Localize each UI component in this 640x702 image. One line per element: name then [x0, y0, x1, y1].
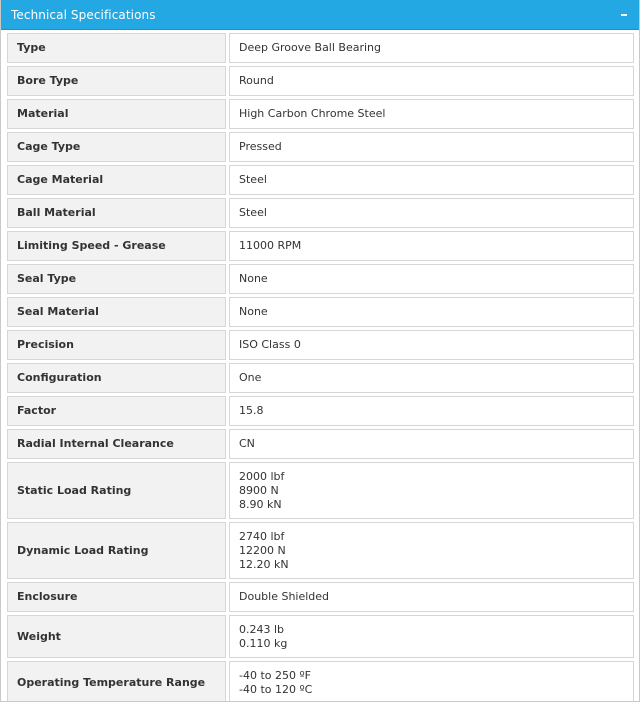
spec-label: Type — [7, 33, 226, 63]
spec-value-cell — [229, 582, 634, 612]
spec-value: High Carbon Chrome Steel — [239, 107, 386, 120]
spec-value: Double Shielded — [239, 590, 330, 603]
spec-label: Operating Temperature Range — [7, 661, 226, 702]
spec-label: Bore Type — [7, 66, 226, 96]
spec-value: Steel — [239, 173, 267, 186]
spec-value: 12200 N — [239, 543, 286, 557]
spec-value-cell — [229, 330, 634, 360]
spec-value-cell — [229, 165, 634, 195]
spec-row — [7, 462, 634, 519]
spec-value-cell — [229, 33, 634, 63]
panel-title: Technical Specifications — [11, 7, 156, 22]
spec-value-cell — [229, 615, 634, 658]
spec-value: 0.110 kg — [239, 636, 288, 650]
spec-row — [7, 615, 634, 658]
spec-value: None — [239, 272, 268, 285]
spec-value-cell — [229, 661, 634, 702]
spec-row — [7, 297, 634, 327]
spec-row — [7, 661, 634, 702]
spec-row — [7, 582, 634, 612]
spec-label: Limiting Speed - Grease — [7, 231, 226, 261]
spec-label: Enclosure — [7, 582, 226, 612]
spec-value-cell — [229, 231, 634, 261]
spec-label: Seal Type — [7, 264, 226, 294]
spec-value: None — [239, 305, 268, 318]
spec-label: Static Load Rating — [7, 462, 226, 519]
spec-value: -40 to 250 ºF — [239, 668, 312, 682]
spec-row — [7, 522, 634, 579]
spec-label: Seal Material — [7, 297, 226, 327]
spec-value: 8900 N — [239, 483, 279, 497]
spec-value: Steel — [239, 206, 267, 219]
spec-value: 2740 lbf — [239, 529, 285, 543]
spec-row — [7, 429, 634, 459]
spec-value: 12.20 kN — [239, 557, 289, 571]
spec-label: Dynamic Load Rating — [7, 522, 226, 579]
spec-label: Ball Material — [7, 198, 226, 228]
spec-value: 2000 lbf — [239, 469, 285, 483]
spec-value: CN — [239, 437, 255, 450]
spec-value: ISO Class 0 — [239, 338, 301, 351]
spec-label: Weight — [7, 615, 226, 658]
spec-row — [7, 132, 634, 162]
spec-value: Pressed — [239, 140, 282, 153]
spec-value-cell — [229, 99, 634, 129]
spec-label: Cage Material — [7, 165, 226, 195]
spec-row — [7, 363, 634, 393]
spec-row — [7, 99, 634, 129]
spec-label: Factor — [7, 396, 226, 426]
spec-value-cell — [229, 522, 634, 579]
spec-label: Radial Internal Clearance — [7, 429, 226, 459]
spec-row — [7, 396, 634, 426]
spec-value: 8.90 kN — [239, 497, 282, 511]
spec-value: -40 to 120 ºC — [239, 682, 313, 696]
spec-row — [7, 198, 634, 228]
spec-value-cell — [229, 462, 634, 519]
spec-row — [7, 231, 634, 261]
spec-value-cell — [229, 363, 634, 393]
spec-value-cell — [229, 396, 634, 426]
spec-value-cell — [229, 198, 634, 228]
spec-row — [7, 165, 634, 195]
spec-label: Configuration — [7, 363, 226, 393]
spec-value-cell — [229, 429, 634, 459]
spec-row — [7, 33, 634, 63]
minus-icon[interactable] — [619, 10, 629, 20]
specifications-table — [4, 30, 637, 702]
panel-header[interactable] — [1, 0, 639, 30]
spec-value: 11000 RPM — [239, 239, 302, 252]
spec-value-cell — [229, 297, 634, 327]
spec-row — [7, 264, 634, 294]
spec-label: Cage Type — [7, 132, 226, 162]
spec-value: 0.243 lb — [239, 622, 285, 636]
spec-value: Deep Groove Ball Bearing — [239, 41, 382, 54]
spec-value-cell — [229, 132, 634, 162]
spec-value: Round — [239, 74, 274, 87]
spec-value: 15.8 — [239, 404, 264, 417]
spec-value-cell — [229, 264, 634, 294]
spec-label: Material — [7, 99, 226, 129]
spec-row — [7, 330, 634, 360]
spec-label: Precision — [7, 330, 226, 360]
spec-value: One — [239, 371, 262, 384]
spec-row — [7, 66, 634, 96]
spec-value-cell — [229, 66, 634, 96]
